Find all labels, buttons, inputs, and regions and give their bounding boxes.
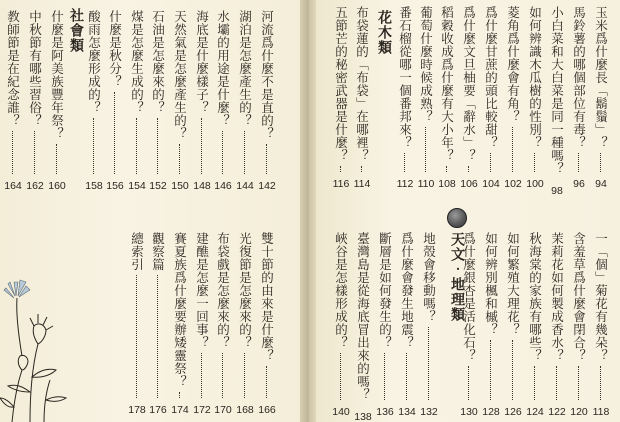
dot-leader: [34, 131, 37, 174]
toc-entry-title: 賽夏族爲什麼要辦矮靈祭？: [172, 232, 188, 388]
dot-leader: [534, 153, 537, 172]
page-number: 142: [258, 180, 276, 192]
dot-leader: [266, 144, 269, 174]
dot-leader: [93, 118, 96, 174]
dot-leader: [340, 353, 343, 400]
dot-leader: [490, 340, 493, 400]
dot-leader: [114, 92, 117, 174]
dot-leader: [512, 340, 515, 400]
dot-leader: [361, 166, 364, 172]
toc-entry: [128, 232, 146, 416]
page-number: 130: [460, 406, 478, 418]
page-number: 172: [193, 404, 211, 416]
page-number: 146: [214, 180, 232, 192]
toc-entry: [504, 6, 522, 190]
toc-entry-title: 地殼會移動嗎？: [421, 232, 437, 323]
toc-entry: [482, 232, 500, 418]
toc-entry-title: 海底是什麼樣子？: [194, 10, 210, 114]
toc-entry-title: 如何辨別楓和槭？: [483, 232, 499, 336]
toc-entry-title: 臺灣島是從海底冒出來的嗎？: [355, 232, 371, 401]
dot-leader: [201, 118, 204, 174]
page-number: 122: [548, 406, 566, 418]
dot-leader: [468, 366, 471, 400]
page-number: 116: [332, 178, 350, 190]
left-page: [0, 0, 302, 422]
dot-leader: [406, 353, 409, 400]
page-number: 156: [106, 180, 124, 192]
page-number: 138: [354, 411, 372, 422]
toc-entry: [420, 232, 438, 418]
thistle-plant-illustration: [0, 272, 70, 422]
dot-leader: [428, 327, 431, 400]
toc-entry-title: 天然氣是怎麼產生的？: [172, 10, 188, 140]
toc-entry-title: 爲什麼會發生地震？: [399, 232, 415, 349]
dot-leader: [56, 144, 59, 174]
page-number: 174: [171, 404, 189, 416]
toc-entry-title: 中秋節有哪些習俗？: [27, 10, 43, 127]
toc-entry: [570, 6, 588, 190]
toc-entry-title: 馬鈴薯的哪個部位有毒？: [571, 6, 587, 149]
dot-leader: [600, 366, 603, 400]
toc-entry: [236, 10, 254, 192]
toc-entry-title: 酸雨怎麼形成的？: [86, 10, 102, 114]
toc-entry-title: 煤是怎麼生成的？: [129, 10, 145, 114]
dot-leader: [490, 153, 493, 172]
page-number: 154: [128, 180, 146, 192]
toc-entry-title: 如何辨識木瓜樹的性別？: [527, 6, 543, 149]
section-heading-social: 社會類: [68, 8, 84, 53]
page-number: 168: [236, 404, 254, 416]
page-number: 134: [398, 406, 416, 418]
page-number: 162: [26, 180, 44, 192]
toc-entry-title: 石油是怎麼來的？: [150, 10, 166, 114]
toc-entry-title: 峽谷是怎樣形成的？: [333, 232, 349, 349]
toc-entry-title: 教師節是在紀念誰？: [5, 10, 21, 127]
page-number: 120: [570, 406, 588, 418]
page-number: 100: [526, 178, 544, 190]
toc-entry-title: 水壩的用途是什麼？: [215, 10, 231, 127]
toc-entry: [26, 10, 44, 192]
toc-entry: [193, 232, 211, 416]
page-number: 140: [332, 406, 350, 418]
toc-entry: [548, 6, 566, 197]
dot-leader: [179, 392, 182, 398]
toc-entry: [193, 10, 211, 192]
toc-entry-title: 雙十節的由來是什麼？: [259, 232, 275, 362]
toc-entry: [460, 6, 478, 190]
toc-entry-title: 總索引: [129, 232, 145, 271]
dot-leader: [404, 153, 407, 172]
toc-entry: [149, 10, 167, 192]
toc-entry: [106, 10, 124, 192]
page-number: 170: [214, 404, 232, 416]
dot-leader: [534, 366, 537, 400]
toc-entry-title: 布袋戲是怎麼來的？: [215, 232, 231, 349]
toc-entry-title: 什麼是阿美族豐年祭？: [49, 10, 65, 140]
dot-leader: [157, 275, 160, 398]
toc-entry-title: 湖泊是怎麼產生的？: [237, 10, 253, 127]
toc-entry-title: 一「個」菊花有幾朵？: [593, 232, 609, 362]
toc-entry-title: 布袋蓮的「布袋」在哪裡？: [354, 6, 370, 162]
toc-entry-title: 建醮是怎麼一回事？: [194, 232, 210, 349]
page-number: 106: [460, 178, 478, 190]
toc-entry-title: 爲什麼甘蔗的頭比較甜？: [483, 6, 499, 149]
page-number: 150: [171, 180, 189, 192]
page-number: 124: [526, 406, 544, 418]
dot-leader: [578, 366, 581, 400]
dot-leader: [244, 131, 247, 174]
toc-entry: [417, 6, 435, 190]
toc-entry-title: 玉米爲什麼長「鬍鬚」？: [593, 6, 609, 149]
toc-entry-title: 五節芒的秘密武器是什麼？: [333, 6, 349, 162]
toc-entry-title: 爲什麼文旦柚要「辭水」？: [461, 6, 477, 162]
page-number: 118: [592, 406, 610, 418]
toc-entry: [592, 6, 610, 190]
toc-entry: [85, 10, 103, 192]
toc-entry: [460, 232, 478, 418]
dot-leader: [600, 153, 603, 172]
toc-entry: [570, 232, 588, 418]
toc-entry: [4, 10, 22, 192]
toc-entry-title: 含羞草爲什麼會閉合？: [571, 232, 587, 362]
page-number: 114: [353, 178, 371, 190]
toc-entry: [332, 6, 350, 190]
dot-leader: [201, 353, 204, 398]
page-number: 136: [376, 406, 394, 418]
section-heading-flower: 花木類: [376, 10, 392, 55]
toc-entry-title: 秋海棠的家族有哪些？: [527, 232, 543, 362]
dot-leader: [244, 353, 247, 398]
toc-entry-title: 斷層是如何發生的？: [377, 232, 393, 349]
toc-entry: [258, 10, 276, 192]
toc-entry-title: 什麼是秋分？: [107, 10, 123, 88]
toc-entry-title: 爲什麼銀杏是活化石？: [461, 232, 477, 362]
toc-entry: [128, 10, 146, 192]
toc-entry: [332, 232, 350, 418]
toc-entry: [236, 232, 254, 416]
toc-entry: [396, 6, 414, 190]
page-number: 158: [85, 180, 103, 192]
toc-entry: [171, 232, 189, 416]
toc-entry: [376, 232, 394, 418]
page-number: 166: [258, 404, 276, 416]
page-number: 94: [595, 178, 607, 190]
page-number: 128: [482, 406, 500, 418]
dot-leader: [384, 353, 387, 400]
page-number: 132: [420, 406, 438, 418]
toc-entry-title: 觀察篇: [150, 232, 166, 271]
toc-entry: [214, 10, 232, 192]
toc-entry: [354, 232, 372, 422]
dot-leader: [179, 144, 182, 174]
toc-entry-title: 番石榴從哪一個番邦來？: [397, 6, 413, 149]
page-number: 110: [417, 178, 435, 190]
toc-entry: [214, 232, 232, 416]
page-number: 164: [4, 180, 22, 192]
toc-entry-title: 稻穀收成爲什麼有大小年？: [439, 6, 455, 162]
dot-leader: [556, 366, 559, 400]
page-number: 102: [504, 178, 522, 190]
dot-leader: [12, 131, 15, 174]
page-number: 144: [236, 180, 254, 192]
toc-entry: [526, 6, 544, 190]
toc-entry: [482, 6, 500, 190]
toc-entry: [171, 10, 189, 192]
page-number: 148: [193, 180, 211, 192]
page-number: 160: [48, 180, 66, 192]
toc-entry: [526, 232, 544, 418]
toc-entry-title: 如何繁殖大理花？: [505, 232, 521, 336]
toc-entry-title: 小白菜和大白菜是同一種嗎？: [549, 6, 565, 175]
toc-entry: [504, 232, 522, 418]
toc-entry-title: 茉莉花如何製成香水？: [549, 232, 565, 362]
page-number: 176: [149, 404, 167, 416]
right-page: [316, 0, 620, 422]
page-number: 126: [504, 406, 522, 418]
dot-leader: [222, 131, 225, 174]
toc-entry: [353, 6, 371, 190]
dot-leader: [468, 166, 471, 172]
dot-leader: [340, 166, 343, 172]
toc-entry: [398, 232, 416, 418]
dot-leader: [136, 118, 139, 174]
page-number: 108: [438, 178, 456, 190]
page-number: 98: [551, 185, 563, 197]
dot-leader: [266, 366, 269, 398]
dot-leader: [157, 118, 160, 174]
page-number: 112: [396, 178, 414, 190]
toc-entry: [548, 232, 566, 418]
dot-leader: [222, 353, 225, 398]
page-number: 104: [482, 178, 500, 190]
dot-leader: [425, 127, 428, 172]
dot-leader: [446, 166, 449, 172]
globe-icon: [447, 208, 467, 228]
page-number: 178: [128, 404, 146, 416]
section-heading-astronomy-geography: 天文‧地理類: [449, 232, 465, 322]
page-number: 152: [149, 180, 167, 192]
toc-entry-title: 河流爲什麼不是直的？: [259, 10, 275, 140]
dot-leader: [512, 127, 515, 172]
dot-leader: [578, 153, 581, 172]
toc-entry-title: 光復節是怎麼來的？: [237, 232, 253, 349]
toc-entry: [258, 232, 276, 416]
toc-entry: [592, 232, 610, 418]
toc-entry: [438, 6, 456, 190]
dot-leader: [136, 275, 139, 398]
toc-entry-title: 葡萄什麼時候成熟？: [418, 6, 434, 123]
page-number: 96: [573, 178, 585, 190]
toc-entry: [149, 232, 167, 416]
toc-entry-title: 菱角爲什麼會有角？: [505, 6, 521, 123]
